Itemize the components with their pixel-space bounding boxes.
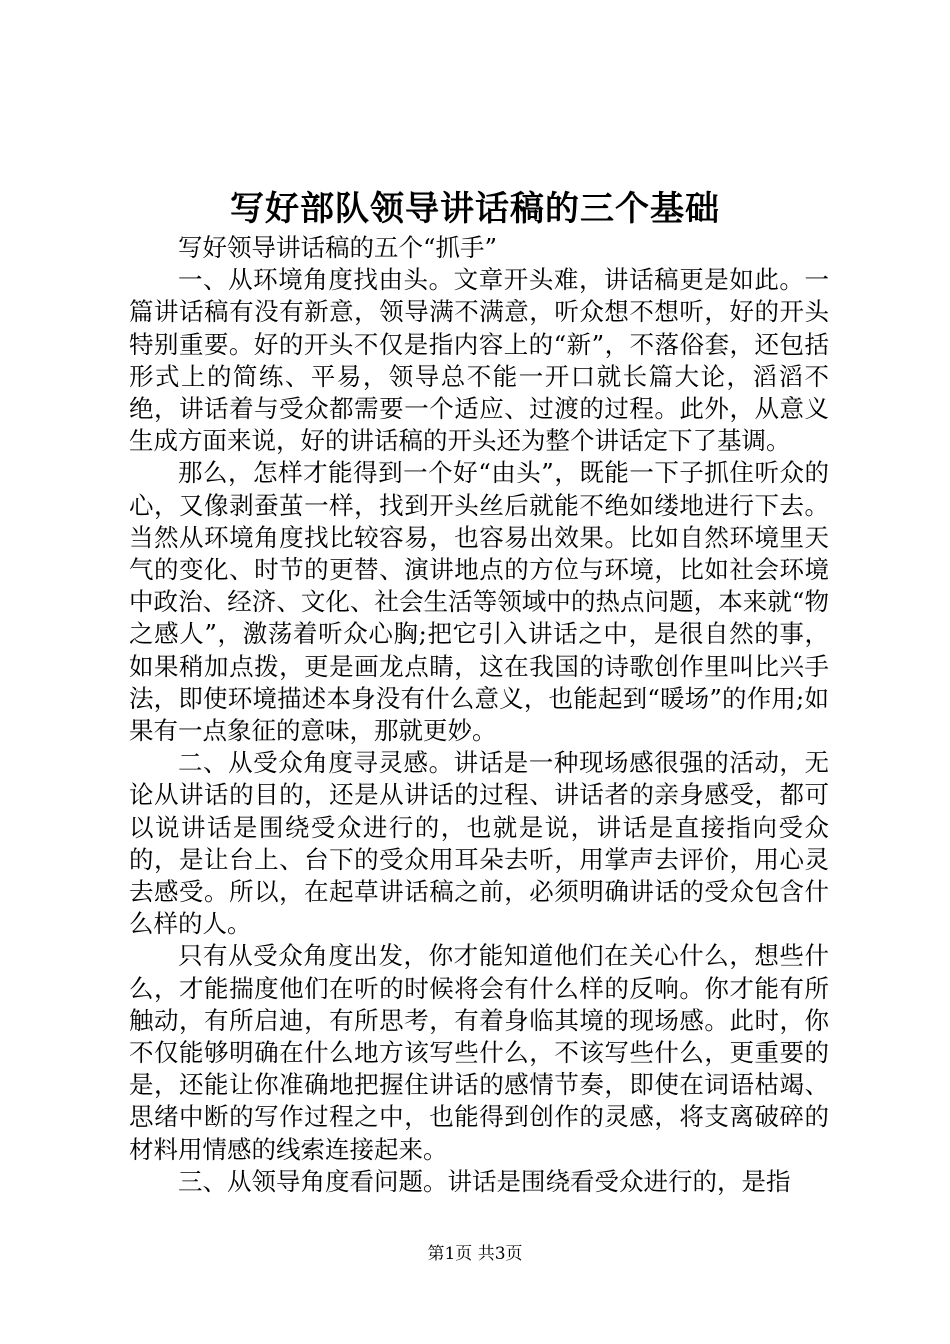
- document-body: [129, 232, 829, 1198]
- page-footer: 第1页 共3页: [427, 1244, 523, 1264]
- paragraph: 一、从环境角度找由头。文章开头难，讲话稿更是如此。一篇讲话稿有没有新意，领导满不满意，听众想不想听，好的开头特别重要。好的开头不仅是指内容上的“新”，不落俗套，还包括形式上的简练、平易，领导总不能一开口就长篇大论，滔滔不绝，讲话着与受众都需要一个适应、过渡的过程。此外，从意义生成方面来说，好的讲话稿的开头还为整个讲话定下了基调。: [129, 265, 829, 456]
- paragraph: 二、从受众角度寻灵感。讲话是一种现场感很强的活动，无论从讲话的目的，还是从讲话的过程、讲话者的亲身感受，都可以说讲话是围绕受众进行的，也就是说，讲话是直接指向受众的，是让台上、台下的受众用耳朵去听，用掌声去评价，用心灵去感受。所以，在起草讲话稿之前，必须明确讲话的受众包含什么样的人。: [129, 748, 829, 939]
- paragraph: 三、从领导角度看问题。讲话是围绕看受众进行的，是指: [178, 1166, 791, 1196]
- paragraph: 那么，怎样才能得到一个好“由头”，既能一下子抓住听众的心，又像剥蚕茧一样，找到开头丝后就能不绝如缕地进行下去。当然从环境角度找比较容易，也容易出效果。比如自然环境里天气的变化、时节的更替、演讲地点的方位与环境，比如社会环境中政治、经济、文化、社会生活等领域中的热点问题，本来就“物之感人”，激荡着听众心胸;把它引入讲话之中，是很自然的事，如果稍加点拨，更是画龙点睛，这在我国的诗歌创作里叫比兴手法，即使环境描述本身没有什么意义，也能起到“暖场”的作用;如果有一点象征的意味，那就更妙。: [129, 458, 829, 746]
- paragraph: 只有从受众角度出发，你才能知道他们在关心什么，想些什么，才能揣度他们在听的时候将会有什么样的反响。你才能有所触动，有所启迪，有所思考，有着身临其境的现场感。此时，你不仅能够明确在什么地方该写些什么，不该写些什么，更重要的是，还能让你准确地把握住讲话的感情节奏，即使在词语枯竭、思绪中断的写作过程之中，也能得到创作的灵感，将支离破碎的材料用情感的线索连接起来。: [129, 941, 829, 1164]
- paragraph-subtitle: 写好领导讲话稿的五个“抓手”: [178, 233, 498, 262]
- document-title: 写好部队领导讲话稿的三个基础: [230, 189, 720, 229]
